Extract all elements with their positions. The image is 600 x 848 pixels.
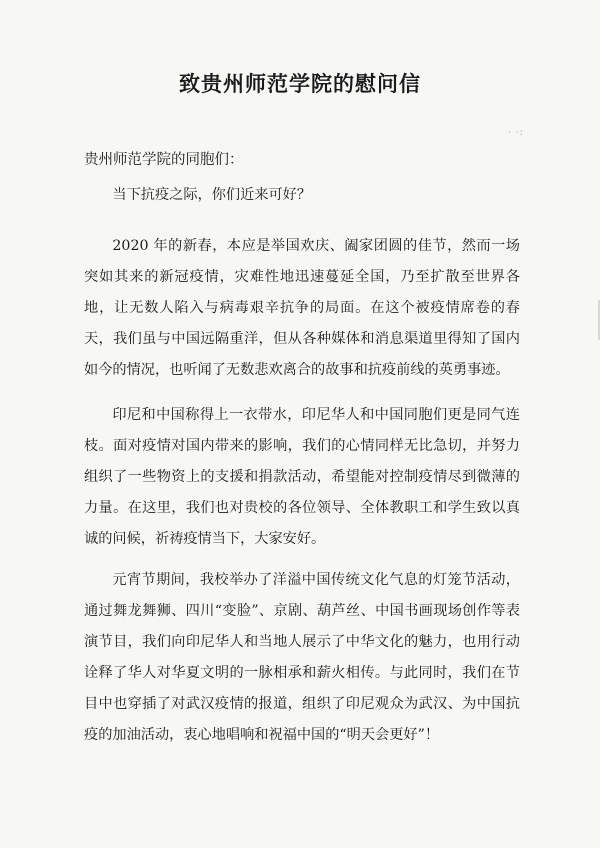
letter-paragraph-2: 2020 年的新春，本应是举国欢庆、阖家团圆的佳节，然而一场突如其来的新冠疫情，灾难性地迅速蔓延全国，乃至扩散至世界各地，让无数人陷入与病毒艰辛抗争的局面。在这个被疫情席卷的春天，我们虽与中国远隔重洋，但从各种媒体和消息渠道里得知了国内如今的情况，也听闻了无数悲欢离合的故事和抗疫前线的英勇事迹。 (84, 238, 520, 378)
letter-paragraph-1: 当下抗疫之际，你们近来可好？ (112, 187, 312, 203)
letter-greeting: 贵州师范学院的同胞们： (84, 152, 244, 168)
letter-title: 致贵州师范学院的慰问信 (179, 72, 421, 96)
letter-paragraph-4: 元宵节期间，我校举办了洋溢中国传统文化气息的灯笼节活动，通过舞龙舞狮、四川“变脸”、京剧、葫芦丝、中国书画现场创作等表演节目，我们向印尼华人和当地人展示了中华文化的魅力，也用行动诠释了华人对华夏文明的一脉相承和薪火相传。与此同时，我们在节目中也穿插了对武汉疫情的报道，组织了印尼观众为武汉、为中国抗疫的加油活动，衷心地唱响和祝福中国的“明天会更好”！ (84, 572, 520, 743)
scan-speck: · ·: (508, 128, 524, 138)
letter-paragraph-3: 印尼和中国称得上一衣带水，印尼华人和中国同胞们更是同气连枝。面对疫情对国内带来的影响，我们的心情同样无比急切，并努力组织了一些物资上的支援和捐款活动，希望能对控制疫情尽到微薄的力量。在这里，我们也对贵校的各位领导、全体教职工和学生致以真诚的问候，祈祷疫情当下，大家安好。 (84, 407, 520, 547)
